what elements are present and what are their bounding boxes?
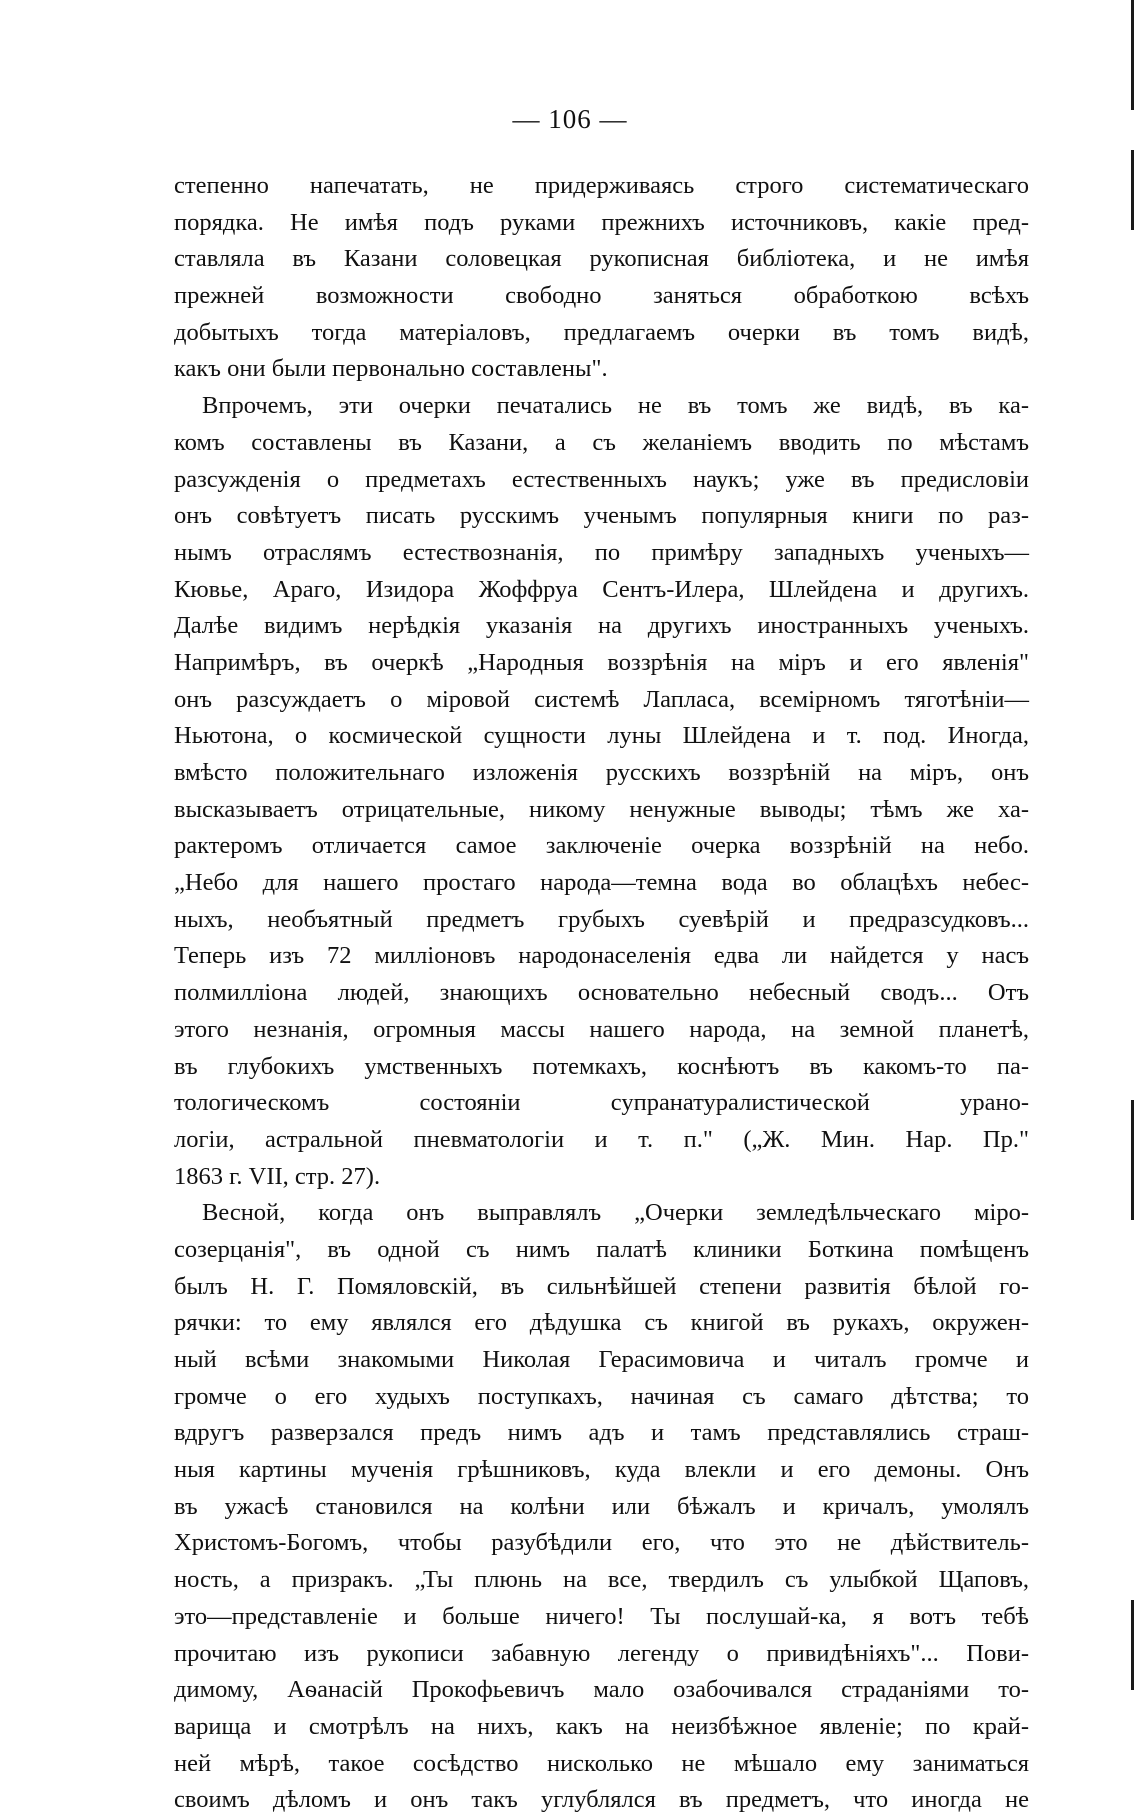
text-line: рактеромъ отличается самое заключеніе очерка воззрѣній на небо. — [174, 832, 1029, 860]
text-line: Ньютона, о космической сущности луны Шлейдена и т. под. Иногда, — [174, 722, 1029, 750]
text-line: варища и смотрѣлъ на нихъ, какъ на неизбѣжное явленіе; по край- — [174, 1712, 1029, 1740]
text-line: ность, а призракъ. „Ты плюнь на все, твердилъ съ улыбкой Щаповъ, — [174, 1566, 1029, 1594]
text-line: степенно напечатать, не придерживаясь строго систематическаго — [174, 172, 1029, 199]
scan-edge-mark — [1131, 1600, 1134, 1690]
text-line: онъ разсуждаетъ о міровой системѣ Лапласа, всеміpномъ тяготѣніи— — [174, 685, 1029, 713]
text-line: комъ составлены въ Казани, а съ желаніемъ вводить по мѣстамъ — [174, 428, 1029, 456]
text-line: въ ужасѣ становился на колѣни или бѣжалъ и кричалъ, умолялъ — [174, 1492, 1029, 1520]
text-line: этого незнанія, огромныя массы нашего народа, на земной планетѣ, — [174, 1015, 1029, 1043]
text-line: димому, Аѳанасій Прокофьевичъ мало озабочивался страданіями то- — [174, 1676, 1029, 1704]
text-line: Кювье, Араго, Изидора Жоффруа Сентъ-Илера, Шлейдена и другихъ. — [174, 575, 1029, 603]
text-line: ный всѣми знакомыми Николая Герасимовича и читалъ громче и — [174, 1346, 1029, 1373]
text-line: созерцанія", въ одной съ нимъ палатѣ клиники Боткина помѣщенъ — [174, 1235, 1029, 1263]
text-line: добытыхъ тогда матеріаловъ, предлагаемъ очерки въ томъ видѣ, — [174, 318, 1029, 346]
text-line: ставляла въ Казани соловецкая рукописная библіотека, и не имѣя — [174, 245, 1029, 273]
text-line: ней мѣрѣ, такое сосѣдство нисколько не мѣшало ему заниматься — [174, 1749, 1029, 1777]
text-line: рячки: то ему являлся его дѣдушка съ книгой въ рукахъ, окружен- — [174, 1309, 1029, 1337]
text-line: прочитаю изъ рукописи забавную легенду о привидѣніяхъ"... Пови- — [174, 1639, 1029, 1667]
scan-edge-mark — [1131, 1100, 1134, 1220]
body-text — [174, 168, 1029, 1819]
text-line: тологическомъ состояніи супранатуралистической урано- — [174, 1089, 1029, 1117]
text-line: былъ Н. Г. Помяловскій, въ сильнѣйшей степени развитія бѣлой го- — [174, 1272, 1029, 1300]
text-line: Теперь изъ 72 милліоновъ народонаселенія едва ли найдется у насъ — [174, 942, 1029, 970]
text-line: 1863 г. VII, стр. 27). — [174, 1162, 381, 1190]
text-line: это—представленіе и больше ничего! Ты послушай-ка, я вотъ тебѣ — [174, 1602, 1029, 1630]
text-line: какъ они были первонально составлены". — [174, 355, 608, 383]
text-line: высказываетъ отрицательные, никому ненужные выводы; тѣмъ же ха- — [174, 795, 1029, 823]
text-line: Впрочемъ, эти очерки печатались не въ томъ же видѣ, въ ка- — [202, 392, 1029, 420]
text-line: своимъ дѣломъ и онъ такъ углублялся въ предметъ, что иногда не — [174, 1786, 1029, 1814]
text-line: ныя картины мученія грѣшниковъ, куда влекли и его демоны. Онъ — [174, 1456, 1029, 1484]
page-number: — 106 — — [512, 104, 628, 134]
text-line: Христомъ-Богомъ, чтобы разубѣдили его, что это не дѣйствитель- — [174, 1529, 1029, 1557]
text-line: прежней возможности свободно заняться обработкою всѣхъ — [174, 282, 1029, 310]
text-line: ныхъ, необъятный предметъ грубыхъ суевѣрій и предразсудковъ... — [174, 905, 1029, 933]
text-line: нымъ отраслямъ естествознанія, по примѣру западныхъ ученыхъ— — [174, 538, 1029, 566]
scan-edge-mark — [1131, 150, 1134, 230]
text-line: логіи, астральной пневматологіи и т. п." („Ж. Мин. Нар. Пр." — [174, 1125, 1029, 1153]
text-line: Далѣе видимъ нерѣдкія указанія на другихъ иностранныхъ ученыхъ. — [174, 612, 1029, 640]
text-line: „Небо для нашего простаго народа—темна вода во облацѣхъ небес- — [174, 869, 1029, 897]
text-line: вдругъ разверзался предъ нимъ адъ и тамъ представлялись страш- — [174, 1419, 1029, 1447]
text-line: полмилліона людей, знающихъ основательно небесный сводъ... Отъ — [174, 979, 1029, 1007]
text-line: разсужденія о предметахъ естественныхъ наукъ; уже въ предисловіи — [174, 465, 1029, 493]
text-line: громче о его худыхъ поступкахъ, начиная съ самаго дѣтства; то — [174, 1382, 1029, 1410]
scan-edge-mark — [1131, 0, 1134, 110]
text-line: вмѣсто положительнаго изложенія русскихъ воззрѣній на міръ, онъ — [174, 759, 1029, 786]
text-line: Напримѣръ, въ очеркѣ „Народныя воззрѣнія на міръ и его явленія" — [174, 648, 1029, 676]
text-line: Весной, когда онъ выправлялъ „Очерки земледѣльческаго міро- — [202, 1199, 1029, 1227]
text-line: въ глубокихъ умственныхъ потемкахъ, коснѣютъ въ какомъ-то па- — [174, 1052, 1029, 1080]
text-line: онъ совѣтуетъ писать русскимъ ученымъ популярныя книги по раз- — [174, 502, 1029, 530]
text-line: порядка. Не имѣя подъ руками прежнихъ источниковъ, какіе пред- — [174, 208, 1029, 236]
